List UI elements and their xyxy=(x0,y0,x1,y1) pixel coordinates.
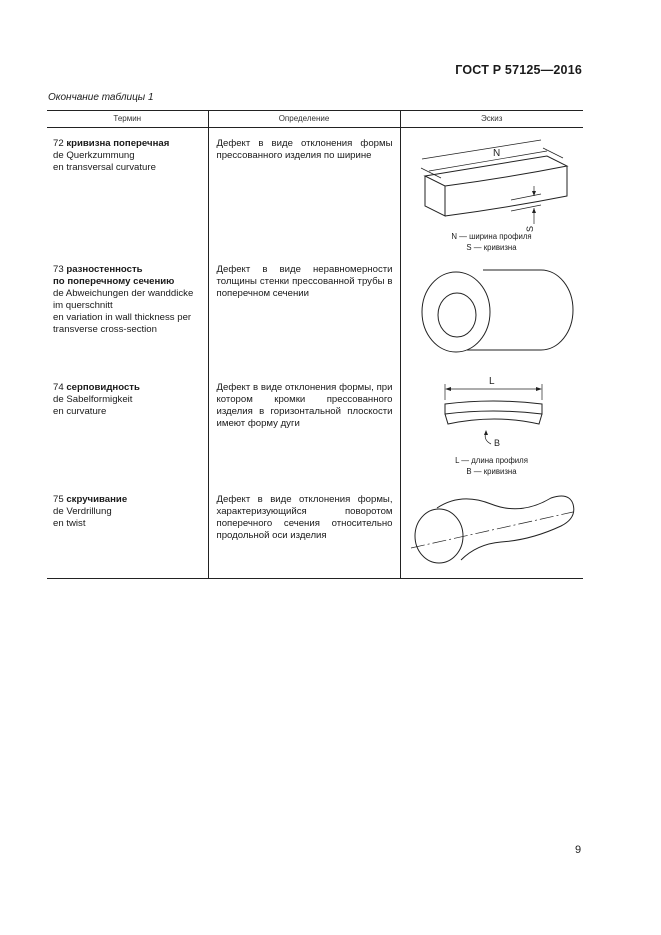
definition-cell xyxy=(208,254,400,372)
table-caption: Окончание таблицы 1 xyxy=(48,92,154,103)
term-english: en curvature xyxy=(53,405,107,417)
standard-designation: ГОСТ Р 57125—2016 xyxy=(455,63,582,77)
term-name: кривизна поперечная xyxy=(66,138,170,149)
term-cell xyxy=(47,128,208,254)
sketch-cell xyxy=(400,254,583,372)
legend-line: N — ширина профиля xyxy=(451,232,532,241)
term-name: серповидность xyxy=(66,381,140,393)
term-english: en transversal curvature xyxy=(53,162,156,173)
column-header-definition: Определение xyxy=(208,111,400,128)
term-name: скручивание xyxy=(66,493,128,505)
table-row xyxy=(47,254,583,372)
column-header-term: Термин xyxy=(47,111,208,128)
term-name: разностенность xyxy=(66,263,143,275)
term-cell xyxy=(47,254,208,372)
table-header-row xyxy=(47,111,583,128)
definition-text: Дефект в виде отклонения формы, при котором кромки прессованного изделия в горизонтальной плоскости имеют форму дуги xyxy=(216,381,393,429)
sketch-cell xyxy=(400,128,583,254)
twisted-bar-sketch xyxy=(401,484,583,579)
length-label: L xyxy=(488,375,495,387)
term-english: en variation in wall thickness per transverse cross-section xyxy=(53,311,192,335)
legend-line: L — длина профиля xyxy=(455,455,528,465)
table-row xyxy=(47,484,583,579)
term-number: 74 xyxy=(53,381,64,393)
definition-cell xyxy=(208,372,400,484)
term-name-continued: по поперечному сечению xyxy=(53,275,175,287)
term-german: de Querkzummung xyxy=(53,150,135,161)
legend-line: B — кривизна xyxy=(466,466,517,476)
term-german: de Abweichungen der wanddicke im querschnitt xyxy=(53,287,194,311)
term-number: 72 xyxy=(53,138,64,149)
term-number: 75 xyxy=(53,493,64,505)
term-number: 73 xyxy=(53,263,64,275)
sketch-cell xyxy=(400,484,583,579)
definition-text: Дефект в виде отклонения формы, характеризующийся поворотом поперечного сечения относительно продольной оси изделия xyxy=(216,493,393,541)
eccentric-tube-sketch xyxy=(401,254,583,372)
term-cell xyxy=(47,372,208,484)
table-row xyxy=(47,128,583,254)
term-english: en twist xyxy=(53,517,86,529)
curvature-label: B xyxy=(493,437,500,448)
definition-cell xyxy=(208,484,400,579)
legend-line: S — кривизна xyxy=(466,243,517,252)
width-label: N xyxy=(492,148,500,159)
term-german: de Verdrillung xyxy=(53,505,112,517)
table-row xyxy=(47,372,583,484)
curvature-label: S xyxy=(524,225,535,232)
page-number: 9 xyxy=(575,844,582,856)
sketch-cell xyxy=(400,372,583,484)
definition-text: Дефект в виде неравномерности толщины стенки прессованной трубы в поперечном сечении xyxy=(216,263,393,299)
definition-cell xyxy=(208,128,400,254)
definition-text: Дефект в виде отклонения формы прессованного изделия по ширине xyxy=(216,138,393,161)
terms-table xyxy=(47,110,583,579)
column-header-sketch: Эскиз xyxy=(400,111,583,128)
term-german: de Sabelformigkeit xyxy=(53,393,133,405)
term-cell xyxy=(47,484,208,579)
